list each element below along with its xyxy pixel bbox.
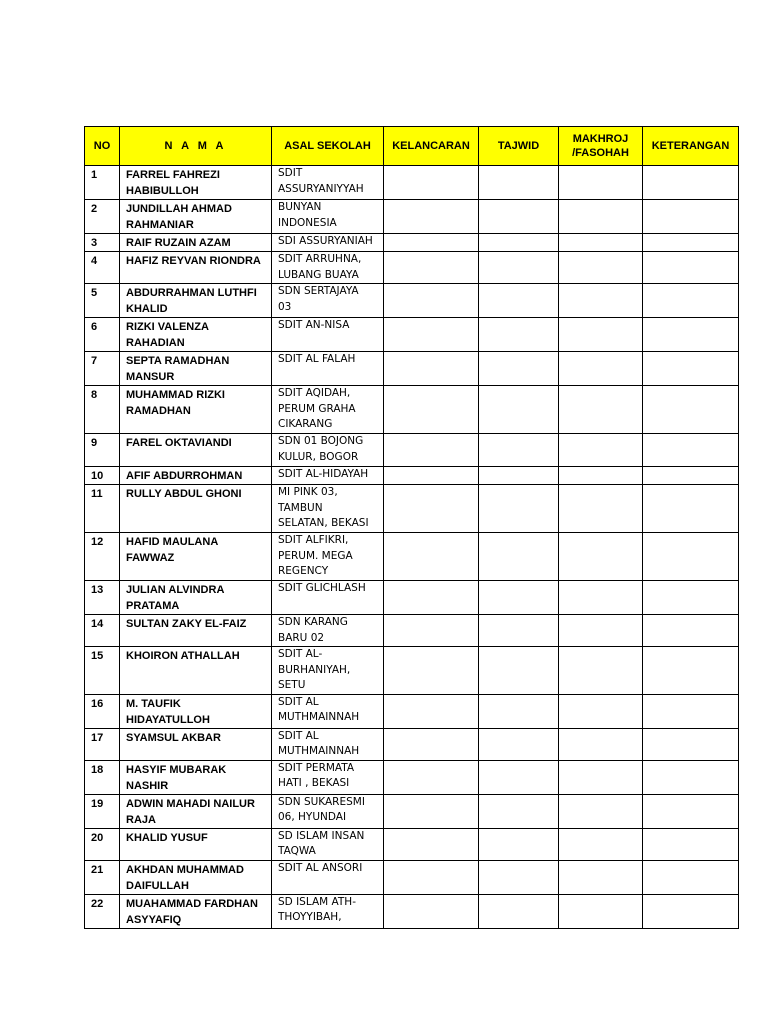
makhroj-fasohah-cell [559, 581, 643, 615]
kelancaran-cell [384, 485, 479, 533]
keterangan-cell [643, 647, 739, 695]
kelancaran-cell [384, 386, 479, 434]
school-name: SDN SUKARESMI 06, HYUNDAI [272, 794, 384, 828]
table-row [85, 166, 739, 200]
tajwid-cell [479, 386, 559, 434]
makhroj-fasohah-cell [559, 252, 643, 284]
table-row [85, 760, 739, 794]
keterangan-cell [643, 794, 739, 828]
row-number: 20 [85, 828, 120, 860]
student-name: HASYIF MUBARAK NASHIR [120, 760, 272, 794]
row-number: 9 [85, 434, 120, 467]
table-row [85, 894, 739, 928]
table-row [85, 828, 739, 860]
row-number: 8 [85, 386, 120, 434]
table-row [85, 234, 739, 252]
school-name: SDIT AQIDAH, PERUM GRAHA CIKARANG [272, 386, 384, 434]
makhroj-fasohah-cell [559, 434, 643, 467]
keterangan-cell [643, 252, 739, 284]
makhroj-fasohah-cell [559, 647, 643, 695]
keterangan-cell [643, 386, 739, 434]
table-row [85, 284, 739, 318]
school-name: SDN KARANG BARU 02 [272, 615, 384, 647]
tajwid-cell [479, 894, 559, 928]
kelancaran-cell [384, 615, 479, 647]
school-name: SDIT AL-HIDAYAH [272, 467, 384, 485]
student-name: KHOIRON ATHALLAH [120, 647, 272, 695]
student-name: RIZKI VALENZA RAHADIAN [120, 318, 272, 352]
table-row [85, 386, 739, 434]
makhroj-fasohah-cell [559, 467, 643, 485]
table-row [85, 252, 739, 284]
makhroj-fasohah-cell [559, 533, 643, 581]
tajwid-cell [479, 166, 559, 200]
row-number: 4 [85, 252, 120, 284]
makhroj-fasohah-cell [559, 615, 643, 647]
school-name: SD ISLAM ATH- THOYYIBAH, [272, 894, 384, 928]
keterangan-cell [643, 234, 739, 252]
makhroj-fasohah-cell [559, 352, 643, 386]
school-name: SDIT AL MUTHMAINNAH [272, 728, 384, 760]
student-name: SYAMSUL AKBAR [120, 728, 272, 760]
table-body [85, 166, 739, 929]
kelancaran-cell [384, 318, 479, 352]
school-name: SDIT AN-NISA [272, 318, 384, 352]
table-row [85, 467, 739, 485]
student-name: MUAHAMMAD FARDHAN ASYYAFIQ [120, 894, 272, 928]
row-number: 22 [85, 894, 120, 928]
keterangan-cell [643, 894, 739, 928]
keterangan-cell [643, 284, 739, 318]
tajwid-cell [479, 234, 559, 252]
tajwid-cell [479, 318, 559, 352]
keterangan-cell [643, 694, 739, 728]
table-row [85, 581, 739, 615]
school-name: MI PINK 03, TAMBUN SELATAN, BEKASI [272, 485, 384, 533]
student-name: HAFID MAULANA FAWWAZ [120, 533, 272, 581]
makhroj-fasohah-cell [559, 794, 643, 828]
student-name: AFIF ABDURROHMAN [120, 467, 272, 485]
table-row [85, 485, 739, 533]
keterangan-cell [643, 760, 739, 794]
student-name: ADWIN MAHADI NAILUR RAJA [120, 794, 272, 828]
row-number: 15 [85, 647, 120, 695]
makhroj-fasohah-cell [559, 860, 643, 894]
makhroj-fasohah-cell [559, 694, 643, 728]
keterangan-cell [643, 860, 739, 894]
table-row [85, 434, 739, 467]
keterangan-cell [643, 434, 739, 467]
student-name: JUNDILLAH AHMAD RAHMANIAR [120, 200, 272, 234]
row-number: 7 [85, 352, 120, 386]
kelancaran-cell [384, 200, 479, 234]
table-row [85, 533, 739, 581]
school-name: SDI ASSURYANIAH [272, 234, 384, 252]
kelancaran-cell [384, 581, 479, 615]
makhroj-fasohah-cell [559, 828, 643, 860]
student-name: M. TAUFIK HIDAYATULLOH [120, 694, 272, 728]
header-kelancaran: KELANCARAN [384, 127, 479, 166]
tajwid-cell [479, 284, 559, 318]
tajwid-cell [479, 794, 559, 828]
kelancaran-cell [384, 352, 479, 386]
tajwid-cell [479, 694, 559, 728]
keterangan-cell [643, 166, 739, 200]
kelancaran-cell [384, 434, 479, 467]
table-row [85, 647, 739, 695]
student-table [84, 126, 739, 929]
kelancaran-cell [384, 860, 479, 894]
keterangan-cell [643, 728, 739, 760]
tajwid-cell [479, 533, 559, 581]
makhroj-fasohah-cell [559, 284, 643, 318]
kelancaran-cell [384, 828, 479, 860]
kelancaran-cell [384, 467, 479, 485]
row-number: 14 [85, 615, 120, 647]
row-number: 19 [85, 794, 120, 828]
tajwid-cell [479, 615, 559, 647]
row-number: 13 [85, 581, 120, 615]
keterangan-cell [643, 352, 739, 386]
kelancaran-cell [384, 234, 479, 252]
kelancaran-cell [384, 794, 479, 828]
table-row [85, 860, 739, 894]
keterangan-cell [643, 828, 739, 860]
row-number: 12 [85, 533, 120, 581]
kelancaran-cell [384, 894, 479, 928]
student-name: MUHAMMAD RIZKI RAMADHAN [120, 386, 272, 434]
row-number: 2 [85, 200, 120, 234]
tajwid-cell [479, 647, 559, 695]
makhroj-fasohah-cell [559, 318, 643, 352]
student-name: SULTAN ZAKY EL-FAIZ [120, 615, 272, 647]
student-name: ABDURRAHMAN LUTHFI KHALID [120, 284, 272, 318]
tajwid-cell [479, 434, 559, 467]
school-name: SDN 01 BOJONG KULUR, BOGOR [272, 434, 384, 467]
tajwid-cell [479, 485, 559, 533]
student-name: FARREL FAHREZI HABIBULLOH [120, 166, 272, 200]
keterangan-cell [643, 533, 739, 581]
row-number: 21 [85, 860, 120, 894]
makhroj-fasohah-cell [559, 728, 643, 760]
kelancaran-cell [384, 252, 479, 284]
kelancaran-cell [384, 166, 479, 200]
school-name: SDIT AL FALAH [272, 352, 384, 386]
school-name: SDIT AL- BURHANIYAH, SETU [272, 647, 384, 695]
makhroj-fasohah-cell [559, 485, 643, 533]
tajwid-cell [479, 860, 559, 894]
row-number: 10 [85, 467, 120, 485]
keterangan-cell [643, 467, 739, 485]
header-nama: N A M A [120, 127, 272, 166]
tajwid-cell [479, 828, 559, 860]
table-row [85, 615, 739, 647]
row-number: 6 [85, 318, 120, 352]
school-name: SD ISLAM INSAN TAQWA [272, 828, 384, 860]
makhroj-fasohah-cell [559, 200, 643, 234]
tajwid-cell [479, 760, 559, 794]
header-asal-sekolah: ASAL SEKOLAH [272, 127, 384, 166]
tajwid-cell [479, 728, 559, 760]
makhroj-fasohah-cell [559, 166, 643, 200]
row-number: 17 [85, 728, 120, 760]
tajwid-cell [479, 467, 559, 485]
row-number: 18 [85, 760, 120, 794]
kelancaran-cell [384, 694, 479, 728]
student-name: RAIF RUZAIN AZAM [120, 234, 272, 252]
table-row [85, 318, 739, 352]
tajwid-cell [479, 200, 559, 234]
student-name: FAREL OKTAVIANDI [120, 434, 272, 467]
student-name: SEPTA RAMADHAN MANSUR [120, 352, 272, 386]
student-name: RULLY ABDUL GHONI [120, 485, 272, 533]
tajwid-cell [479, 252, 559, 284]
table-row [85, 200, 739, 234]
school-name: SDIT AL ANSORI [272, 860, 384, 894]
kelancaran-cell [384, 533, 479, 581]
school-name: SDIT ARRUHNA, LUBANG BUAYA [272, 252, 384, 284]
header-tajwid: TAJWID [479, 127, 559, 166]
student-name: HAFIZ REYVAN RIONDRA [120, 252, 272, 284]
makhroj-fasohah-cell [559, 386, 643, 434]
tajwid-cell [479, 581, 559, 615]
school-name: BUNYAN INDONESIA [272, 200, 384, 234]
keterangan-cell [643, 485, 739, 533]
school-name: SDIT GLICHLASH [272, 581, 384, 615]
school-name: SDIT PERMATA HATI , BEKASI [272, 760, 384, 794]
makhroj-fasohah-cell [559, 894, 643, 928]
keterangan-cell [643, 581, 739, 615]
keterangan-cell [643, 615, 739, 647]
row-number: 5 [85, 284, 120, 318]
header-row [85, 127, 739, 166]
student-name: JULIAN ALVINDRA PRATAMA [120, 581, 272, 615]
table-row [85, 694, 739, 728]
student-name: AKHDAN MUHAMMAD DAIFULLAH [120, 860, 272, 894]
keterangan-cell [643, 200, 739, 234]
header-keterangan: KETERANGAN [643, 127, 739, 166]
tajwid-cell [479, 352, 559, 386]
table-row [85, 794, 739, 828]
makhroj-fasohah-cell [559, 760, 643, 794]
makhroj-fasohah-cell [559, 234, 643, 252]
school-name: SDIT ALFIKRI, PERUM. MEGA REGENCY [272, 533, 384, 581]
kelancaran-cell [384, 760, 479, 794]
keterangan-cell [643, 318, 739, 352]
student-name: KHALID YUSUF [120, 828, 272, 860]
row-number: 16 [85, 694, 120, 728]
table-row [85, 728, 739, 760]
header-makhroj-fasohah: MAKHROJ /FASOHAH [559, 127, 643, 166]
header-no: NO [85, 127, 120, 166]
row-number: 1 [85, 166, 120, 200]
row-number: 11 [85, 485, 120, 533]
school-name: SDN SERTAJAYA 03 [272, 284, 384, 318]
table-row [85, 352, 739, 386]
kelancaran-cell [384, 284, 479, 318]
row-number: 3 [85, 234, 120, 252]
school-name: SDIT ASSURYANIYYAH [272, 166, 384, 200]
kelancaran-cell [384, 728, 479, 760]
school-name: SDIT AL MUTHMAINNAH [272, 694, 384, 728]
kelancaran-cell [384, 647, 479, 695]
score-sheet [84, 126, 739, 929]
